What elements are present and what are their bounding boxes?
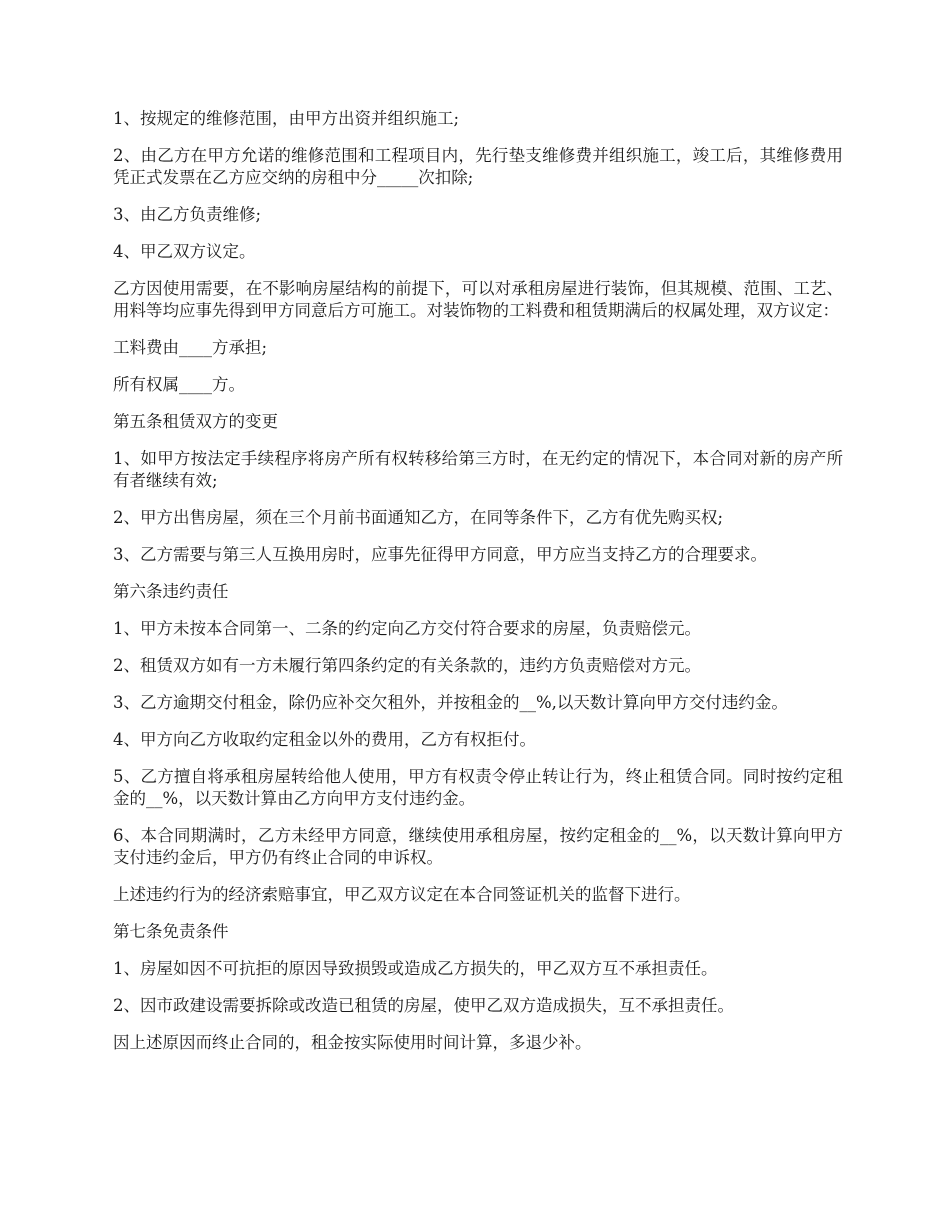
- article-5-clause-3: 3、乙方需要与第三人互换用房时，应事先征得甲方同意，甲方应当支持乙方的合理要求。: [113, 545, 767, 564]
- article-6-clause-4: 4、甲方向乙方收取约定租金以外的费用，乙方有权拒付。: [113, 730, 536, 749]
- article-6-summary: 上述违约行为的经济索赔事宜，甲乙双方议定在本合同签证机关的监督下进行。: [113, 885, 691, 904]
- article-6-clause-2: 2、租赁双方如有一方未履行第四条约定的有关条款的，违约方负责赔偿对方元。: [113, 656, 701, 675]
- article-7-heading: 第七条免责条件: [113, 922, 229, 941]
- article-7-clause-1: 1、房屋如因不可抗拒的原因导致损毁或造成乙方损失的，甲乙双方互不承担责任。: [113, 959, 718, 978]
- document-body: [113, 108, 843, 1069]
- article-6-heading: 第六条违约责任: [113, 582, 229, 601]
- material-cost-line: 工料费由____方承担;: [113, 338, 268, 357]
- article-5-clause-2: 2、甲方出售房屋，须在三个月前书面通知乙方，在同等条件下，乙方有优先购买权;: [113, 508, 724, 527]
- repair-clause-1: 1、按规定的维修范围，由甲方出资并组织施工;: [113, 109, 460, 128]
- article-7-clause-2: 2、因市政建设需要拆除或改造已租赁的房屋，使甲乙双方造成损失，互不承担责任。: [113, 996, 734, 1015]
- repair-clause-4: 4、甲乙双方议定。: [113, 242, 256, 261]
- article-7-summary: 因上述原因而终止合同的，租金按实际使用时间计算，多退少补。: [113, 1033, 592, 1052]
- article-5-heading: 第五条租赁双方的变更: [113, 412, 278, 431]
- article-5-clause-1: 1、如甲方按法定手续程序将房产所有权转移给第三方时，在无约定的情况下，本合同对新的房产所有者继续有效;: [113, 449, 843, 490]
- article-6-clause-6: 6、本合同期满时，乙方未经甲方同意，继续使用承租房屋，按约定租金的__%，以天数计算向甲方支付违约金后，甲方仍有终止合同的申诉权。: [113, 826, 843, 867]
- article-6-clause-3: 3、乙方逾期交付租金，除仍应补交欠租外，并按租金的__%,以天数计算向甲方交付违约金。: [113, 693, 788, 712]
- repair-clause-2: 2、由乙方在甲方允诺的维修范围和工程项目内，先行垫支维修费并组织施工，竣工后，其维修费用凭正式发票在乙方应交纳的房租中分_____次扣除;: [113, 146, 843, 187]
- ownership-line: 所有权属____方。: [113, 375, 245, 394]
- article-6-clause-5: 5、乙方擅自将承租房屋转给他人使用，甲方有权责令停止转让行为，终止租赁合同。同时按约定租金的__%，以天数计算由乙方向甲方支付违约金。: [113, 767, 843, 808]
- article-6-clause-1: 1、甲方未按本合同第一、二条的约定向乙方交付符合要求的房屋，负责赔偿元。: [113, 619, 701, 638]
- repair-clause-3: 3、由乙方负责维修;: [113, 205, 262, 224]
- decoration-paragraph: 乙方因使用需要，在不影响房屋结构的前提下，可以对承租房屋进行装饰，但其规模、范围、工艺、用料等均应事先得到甲方同意后方可施工。对装饰物的工料费和租赁期满后的权属处理，双方议定：: [113, 279, 843, 320]
